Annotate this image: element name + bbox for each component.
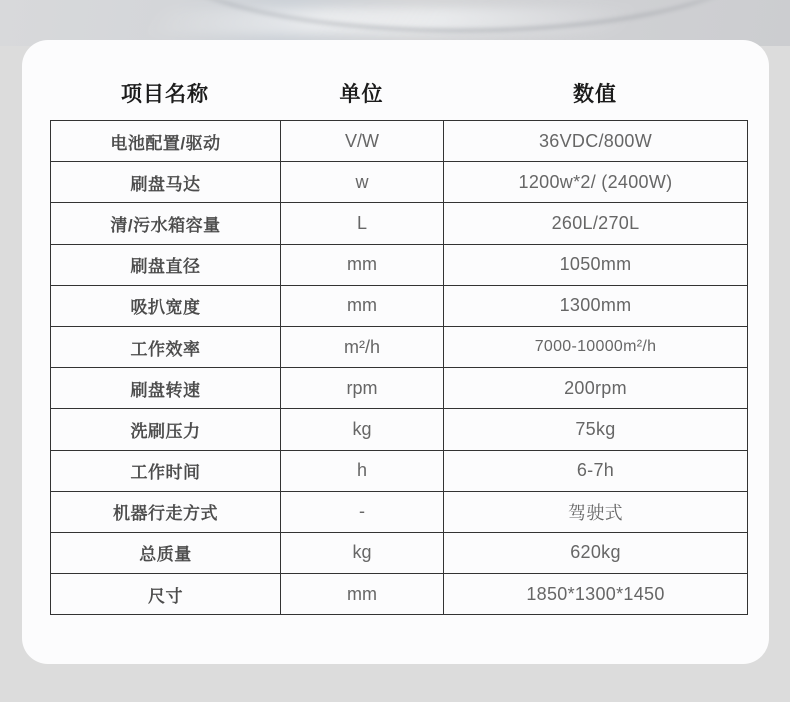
table-row [51, 409, 748, 450]
spec-value: 驾驶式 [444, 491, 748, 532]
spec-item-name: 洗刷压力 [51, 409, 281, 450]
spec-value: 1050mm [444, 244, 748, 285]
spec-unit: kg [281, 532, 444, 573]
header-unit: 单位 [339, 83, 384, 106]
table-row [51, 368, 748, 409]
spec-item-name: 吸扒宽度 [51, 285, 281, 326]
spec-unit: mm [281, 244, 444, 285]
spec-unit: V/W [281, 121, 444, 162]
spec-value: 1850*1300*1450 [444, 574, 748, 615]
spec-unit: rpm [281, 368, 444, 409]
table-row [51, 203, 748, 244]
spec-item-name: 刷盘马达 [51, 162, 281, 203]
spec-unit: - [281, 491, 444, 532]
table-row [51, 121, 748, 162]
spec-value: 200rpm [444, 368, 748, 409]
spec-unit: kg [281, 409, 444, 450]
spec-unit: mm [281, 574, 444, 615]
spec-unit: L [281, 203, 444, 244]
spec-value: 1300mm [444, 285, 748, 326]
table-row [51, 326, 748, 367]
spec-item-name: 工作效率 [51, 326, 281, 367]
spec-item-name: 总质量 [51, 532, 281, 573]
table-row [51, 532, 748, 573]
spec-item-name: 尺寸 [51, 574, 281, 615]
spec-value: 36VDC/800W [444, 121, 748, 162]
table-row [51, 285, 748, 326]
header-item-name: 项目名称 [121, 83, 209, 106]
spec-unit: m²/h [281, 326, 444, 367]
table-row [51, 162, 748, 203]
spec-value: 7000-10000m²/h [444, 326, 748, 367]
spec-table [50, 120, 748, 615]
spec-unit: mm [281, 285, 444, 326]
table-header-row [50, 40, 747, 120]
spec-item-name: 刷盘直径 [51, 244, 281, 285]
spec-value: 1200w*2/ (2400W) [444, 162, 748, 203]
spec-item-name: 机器行走方式 [51, 491, 281, 532]
table-row [51, 574, 748, 615]
table-row [51, 244, 748, 285]
spec-item-name: 工作时间 [51, 450, 281, 491]
spec-value: 260L/270L [444, 203, 748, 244]
table-row [51, 491, 748, 532]
spec-value: 620kg [444, 532, 748, 573]
spec-card [22, 40, 769, 664]
spec-unit: h [281, 450, 444, 491]
spec-value: 6-7h [444, 450, 748, 491]
spec-item-name: 刷盘转速 [51, 368, 281, 409]
spec-unit: w [281, 162, 444, 203]
header-value: 数值 [573, 83, 617, 106]
spec-item-name: 电池配置/驱动 [51, 121, 281, 162]
spec-value: 75kg [444, 409, 748, 450]
spec-item-name: 清/污水箱容量 [51, 203, 281, 244]
table-row [51, 450, 748, 491]
